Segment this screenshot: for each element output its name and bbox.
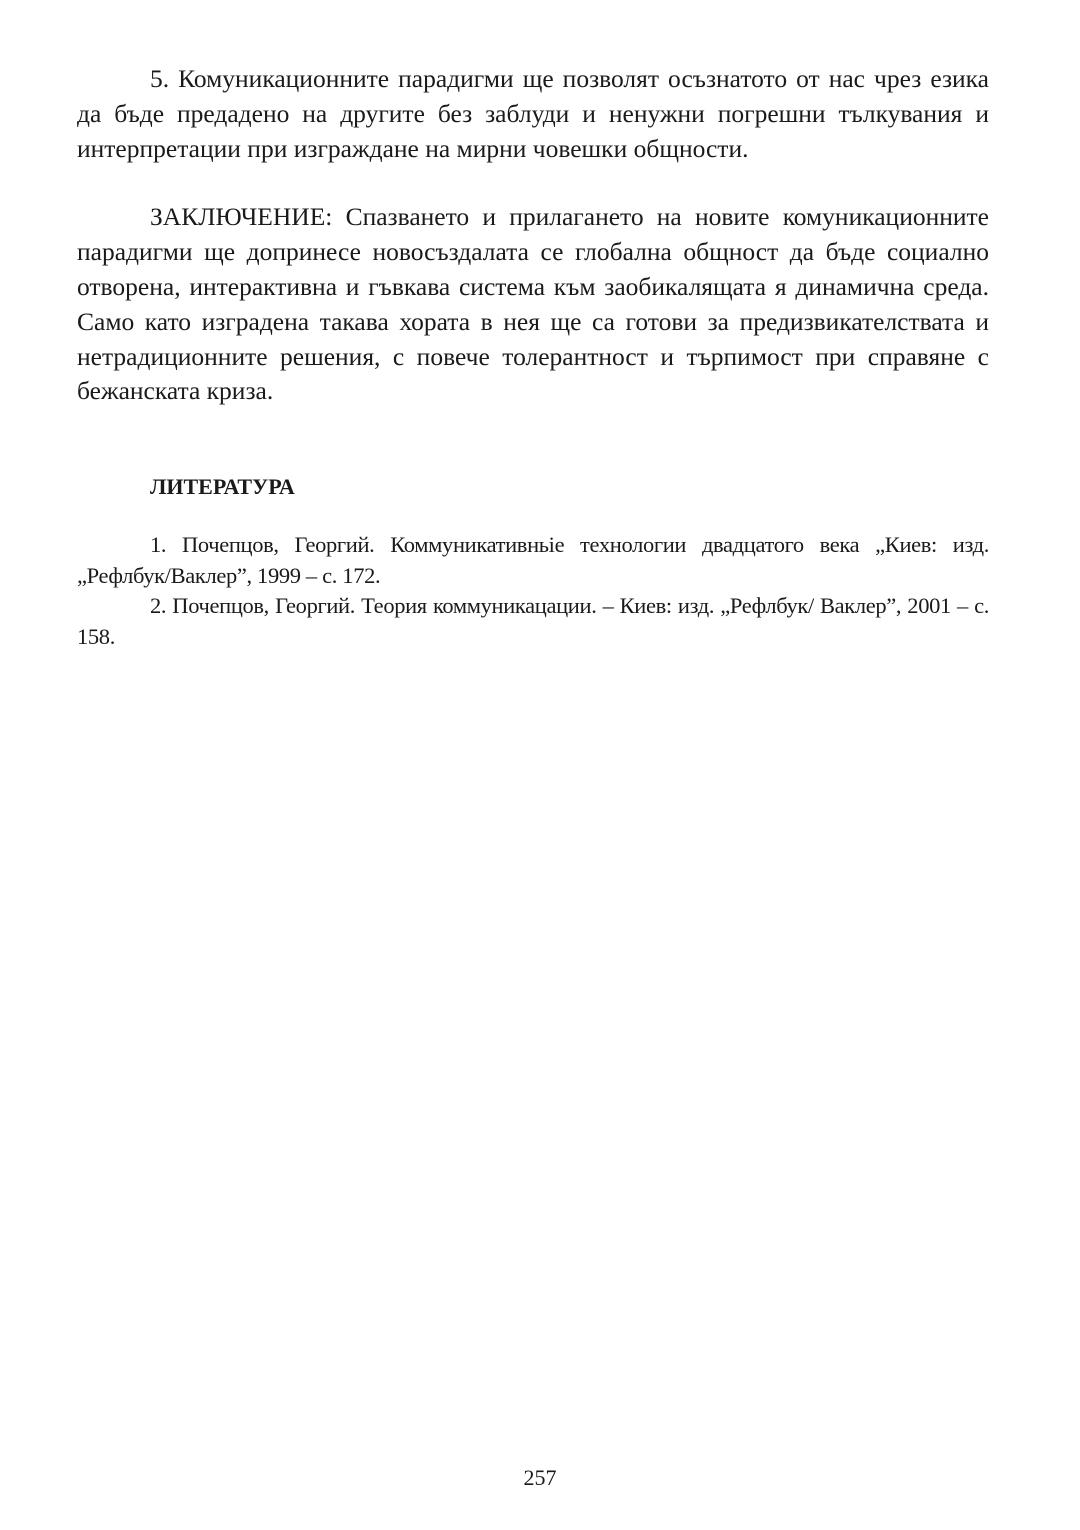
conclusion-paragraph: ЗАКЛЮЧЕНИЕ: Спазването и прилагането на новите комуникационните парадигми ще допринесе новосъздалата се глобална общност да бъде социално отворена, интерактивна и гъвкава система към заобикалящата я динамична среда. Само като изградена такава хората в нея ще са готови за предизвикателствата и нетрадиционните решения, с повече толерантност и търпимост при справяне с бежанската криза.	[77, 202, 989, 406]
literature-heading: ЛИТЕРАТУРА	[150, 474, 295, 500]
body-paragraph-1: 5. Комуникационните парадигми ще позволят осъзнатото от нас чрез езика да бъде предадено на другите без заблуди и ненужни погрешни тълкувания и интерпретации при изграждане на мирни човешки общности.	[77, 64, 989, 163]
document-page	[77, 62, 989, 652]
reference-list	[77, 530, 989, 652]
reference-item-2: 2. Почепцов, Георгий. Теория коммуникацации. – Киев: изд. „Рефлбук/ Ваклер”, 2001 – с. 158.	[77, 593, 989, 649]
page-number: 257	[523, 1465, 557, 1490]
literature-section	[77, 472, 989, 652]
reference-item-1: 1. Почепцов, Георгий. Коммуникативньіе технологии двадцатого века „Киев: изд. „Рефлбук/Ваклер”, 1999 – с. 172.	[77, 532, 989, 588]
